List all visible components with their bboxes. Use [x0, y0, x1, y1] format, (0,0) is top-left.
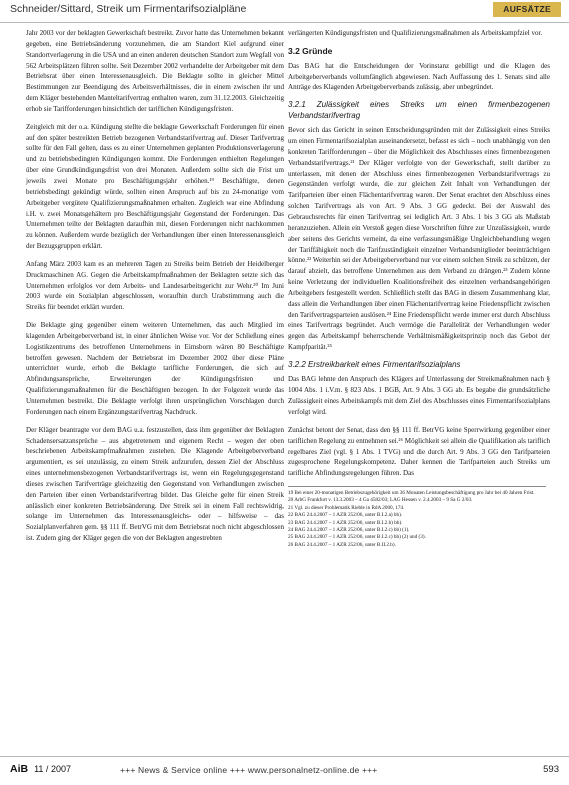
- journal-name: [10, 763, 71, 775]
- footnote: 26 BAG 24.4.2007 – 1 AZR 252/06, unter B.II.2.b).: [288, 541, 396, 548]
- journal-title: AiB: [10, 763, 29, 775]
- paragraph: verlängerten Kündigungsfristen und Qualifizierungsmaßnahmen als Arbeitskampfziel vor.: [288, 29, 543, 37]
- footnote: 25 BAG 24.4.2007 – 1 AZR 252/06, unter B.I.2.c) bb) (2) und (3).: [288, 534, 426, 541]
- paragraph: Zunächst betont der Senat, dass den §§ 111 ff. BetrVG keine Sperrwirkung gegenüber einer tariflichen Regelung zu entnehmen sei.²⁶ Möglichkeit sei allein die Qualifikation als tariflich regelbares Ziel (vgl. § 1 Abs. 1 TVG) und die durch Art. 9 Abs. 3 GG den Tarifparteien zugesprochene Regelungskompetenz. Daher kennen die Tarifparteien auch Streiks um tarifliche Abfindungsregelungen führen. Das: [288, 425, 550, 478]
- running-title: Schneider/Sittard, Streik um Firmentarifsozialpläne: [10, 3, 247, 15]
- footnote: 19 Bei einer 20-monatigen Betriebszugehörigkeit um 36 Monaten Leistungsbeschäftigung pro Jahr bei 40 Jahren Frist.: [288, 490, 535, 497]
- paragraph: Die Beklagte ging gegenüber einem weiteren Unternehmen, das auch Mitglied im klagenden Arbeitgeberverband ist, in einer ähnlichen Weise vor. Vor der Schließung eines Logistikzentrums des betroffenen Unternehmens in Eimsborn wären 80 Beschäftigte betroffen gewesen. Nachdem der Betriebsrat im Dezember 2002 über diese Pläne unterrichtet wurde, erhob die Beklagte tarifliche Forderungen, die sich auf Abfindungsansprüche, Erweiterungen der Kündigungsfristen und Qualifizierungsmaßnahmen für die Beschäftigten bezogen. In der Folgezeit wurde das Unternehmen bestreikt. Die Beklagte verfolgt ihren ursprünglichen Vorschlagen durch Forderungen nach einem Ergänzungstarifvertrag Nachdruck.: [26, 321, 284, 416]
- paragraph: Bevor sich das Gericht in seinen Entscheidungsgründen mit der Zulässigkeit eines Streiks um einen Firmentarifsozialplan auseinandersetzt, befasst es sich – noch unabhängig von den konkreten Tarifforderungen – über die Möglichkeit des Abschlusses eines firmenbezogenen Verbandstarifvertrags.²¹ Der Kläger verfolgte von der Gewerkschaft, stellt darüber zu unterlassen, mit denen der Abschluss eines firmenbezogenen Verbandstarifvertrags zu Gegenständen verfolgt wurde, die zur gleichen Zeit Inhalt von Verhandlungen der Tarifparteien über einen Flächentarifvertrag waren. Der Senat erachtet den Abschluss eines solchen Tarifvertrags als von Art. 9 Abs. 3 GG gedeckt. Bei der Auswahl des Gebrauchsrechts für einen Tarifvertrag sei lediglich Art. 3 Abs. 1 bis 3 GG als Maßstab heranzuziehen. Allein ein Verstoß gegen diese Vorschriften führe zur Unzulässigkeit, wurde aber seitens des Gerichts verneint, da eine verfassungsmäßige Ungleichbehandlung wegen der Tariffähigkeit noch die Tarifzuständigkeit einzelner Verbandsmitglieder beeinträchtigen könne.²² Weiterhin sei der Arbeitgeberverband nur vor einem solchen Streik zu schützen, der darauf abzielt, das betroffene Unternehmen aus dem Verband zu drängen.²³ Zudem könne keine Verletzung der individuellen Koalitionsfreiheit des einzelnen verbandsangehörigen Arbeitgebers festgestellt werden. Schließlich stellt das BAG in diesem Zusammenhang klar, dass allein die Verhandlungen über einen Flächentarifvertrag keine Friedenspflicht zwischen den Tarifvertragsparteien auslösen.²⁴ Eine Friedenspflicht werde immer erst durch Abschluss eines Tarifvertrags begründet. Auch vermöge die Parallelität der Verhandlungen weder gegen das Arbeitskampf beherrschende Verhältnismäßigkeitsprinzip noch das Gebot der Kampfparität.²⁵: [288, 126, 550, 352]
- left-column: [26, 28, 284, 551]
- footnotes: [288, 486, 546, 549]
- section-badge: AUFSÄTZE: [493, 2, 561, 17]
- footnote: 20 ArbG Frankfurt v. 13.3.2003 – 4 Ga 4582/03; LAG Hessen v. 2.4.2003 – 9 Sa G 2/03.: [288, 497, 473, 504]
- page-header: [0, 0, 569, 23]
- paragraph: Zeitgleich mit der o.a. Kündigung stellte die beklagte Gewerkschaft Forderungen für einen auf den später bestreikten Betrieb bezogenen Verbandstarifvertrag auf. Dieser Tarifvertrag sollte für den Fall gelten, dass es zu einer Unternehmen geplanten Produktionsverlagerung und zu betriebsbedingten Kündigungen kommt. Die Forderungen enthielten Regelungen über eine Grundkündigungsfrist von drei Monaten. Außerdem sollte sich die Frist um jeweils zwei Monate pro Beschäftigungsjahr erhöhen.¹⁹ Beschäftigte, denen betriebsbedingt gekündigt würde, sollten einen Anspruch auf bis zu 24-monatige vom Arbeitgeber vergütete Qualifizierungsmaßnahmen erhalten. Zugleich war eine Abfindung i.H. v. zwei Monatsgehältern pro Beschäftigungsjahr Gegenstand der Forderungen. Das Unternehmen teilte der Beklagten daraufhin mit, diesen Forderungen nicht nachkommen zu können. Außerdem wurde bezüglich der Verhandlungen über einen Interessenausgleich der Bezugsgruppen erklärt.: [26, 122, 284, 251]
- paragraph: Anfang März 2003 kam es an mehreren Tagen zu Streiks beim Betrieb der Heidelberger Druckmaschinen AG. Gegen die Arbeitskampfmaßnahmen der Beklagten setzte sich das Unternehmen erfolglos vor dem Arbeits- und Landesarbeitsgericht zur Wehr.²⁰ Im Juni 2003 wurde ein Sozialplan abgeschlossen, woraufhin durch Urabstimmung auch die Streiks für beendet erklärt wurden.: [26, 259, 284, 312]
- issue-number: 11 / 2007: [34, 764, 71, 774]
- page-footer: [0, 756, 569, 785]
- paragraph: Der Kläger beantragte vor dem BAG u.a. festzustellen, dass ihm gegenüber der Beklagten Schadensersatzansprüche – aus abgetretenem und eigenem Recht – wegen der oben beschriebenen Arbeitskampfmaßnahmen zustehen. Die Klagende Arbeitgeberverband argumentiert, es sei unzulässig, zu einem Streik aufzurufen, dessen Ziel der Abschluss eines unternehmensbezogenen Verbandstarifvertrags ist, wenn ein Regelungsgegenstand dieses zwischen Tarifverträge gleichzeitig den Gegenstand von Verhandlungen zwischen den Parteien über einen Verbandstarifvertrag bildet. Das Gleiche gelte für einen Streik anlässlich einer konkreten Betriebsänderung. Der Streik sei in einem Fall rechtswidrig, solange im Unternehmen das Interessenausgleichs- oder – hilfsweise – das Sozialplanverfahren gem. §§ 111 ff. BetrVG mit dem Betriebsrat noch nicht abgeschlossen ist. Zudem ging der Kläger gegen die von der Beklagten angestrebten: [26, 425, 284, 543]
- paragraph: Das BAG lehnte den Anspruch des Klägers auf Unterlassung der Streikmaßnahmen nach § 1004 Abs. 1 i.V.m. § 823 Abs. 1 BGB, Art. 9 Abs. 3 GG ab. Es begabe die grundsätzliche Zulässigkeit eines Arbeitskampfs mit dem Ziel des Abschlusses eines Firmentarifsozialplans verfolgt wird.: [288, 375, 550, 416]
- footer-banner: +++ News & Service online +++ www.personalnetz-online.de +++: [120, 765, 378, 775]
- paragraph: Jahr 2003 vor der beklagten Gewerkschaft bestreikt. Zuvor hatte das Unternehmen bekannt gegeben, eine Betriebsänderung vorzunehmen, die am Standort Kiel aufgrund einer Standortverlagerung in die USA und an einen anderen deutschen Standort zum Wegfall von 562 Arbeitsplätzen führen sollte. Seit Dezember 2002 verhandelte der Arbeitgeber mit dem Betriebsrat über einen Interessenausgleich. Die Beklagte sollte in gleicher Mittel Bestimmungen zur Beendigung des Arbeitsverhältnisses, die in einem zwischen ihr und dem Kläger bestehenden Manteltarifvertrag enthalten waren, zum 31.12.2003. Gleichzeitig erhob sie Tarifforderungen hinsichtlich der tariflichen Kündigungsfristen.: [26, 29, 285, 113]
- paragraph: Das BAG hat die Entscheidungen der Vorinstanz gebilligt und die Klagen des Arbeitgeberverbands vollumfänglich abgewiesen. Nach Auffassung des 1. Senats sind alle Anträge des Klagenden Arbeitgeberverbands zulässig, aber unbegründet.: [288, 61, 550, 92]
- subsection-heading: 3.2.2 Erstreikbarkeit eines Firmentarifsozialplans: [288, 359, 461, 369]
- subsection-heading: 3.2.1 Zulässigkeit eines Streiks um einen firmenbezogenen Verbandstarifvertrag: [288, 100, 550, 120]
- footnote: 23 BAG 24.4.2007 – 1 AZR 252/06, unter B.I.2.b) bb).: [288, 519, 403, 526]
- page-number: 593: [543, 764, 559, 775]
- footnote: 22 BAG 24.4.2007 – 1 AZR 252/06, unter B.I.2.a) bb).: [288, 512, 403, 519]
- section-heading: 3.2 Gründe: [288, 45, 333, 56]
- footnote: 24 BAG 24.4.2007 – 1 AZR 252/06, unter B.I.2.c) bb) (1).: [288, 527, 410, 534]
- footnote: 21 Vgl. zu dieser Problematik Rieble in RdA 2000, 174.: [288, 504, 405, 511]
- right-column: [288, 28, 550, 549]
